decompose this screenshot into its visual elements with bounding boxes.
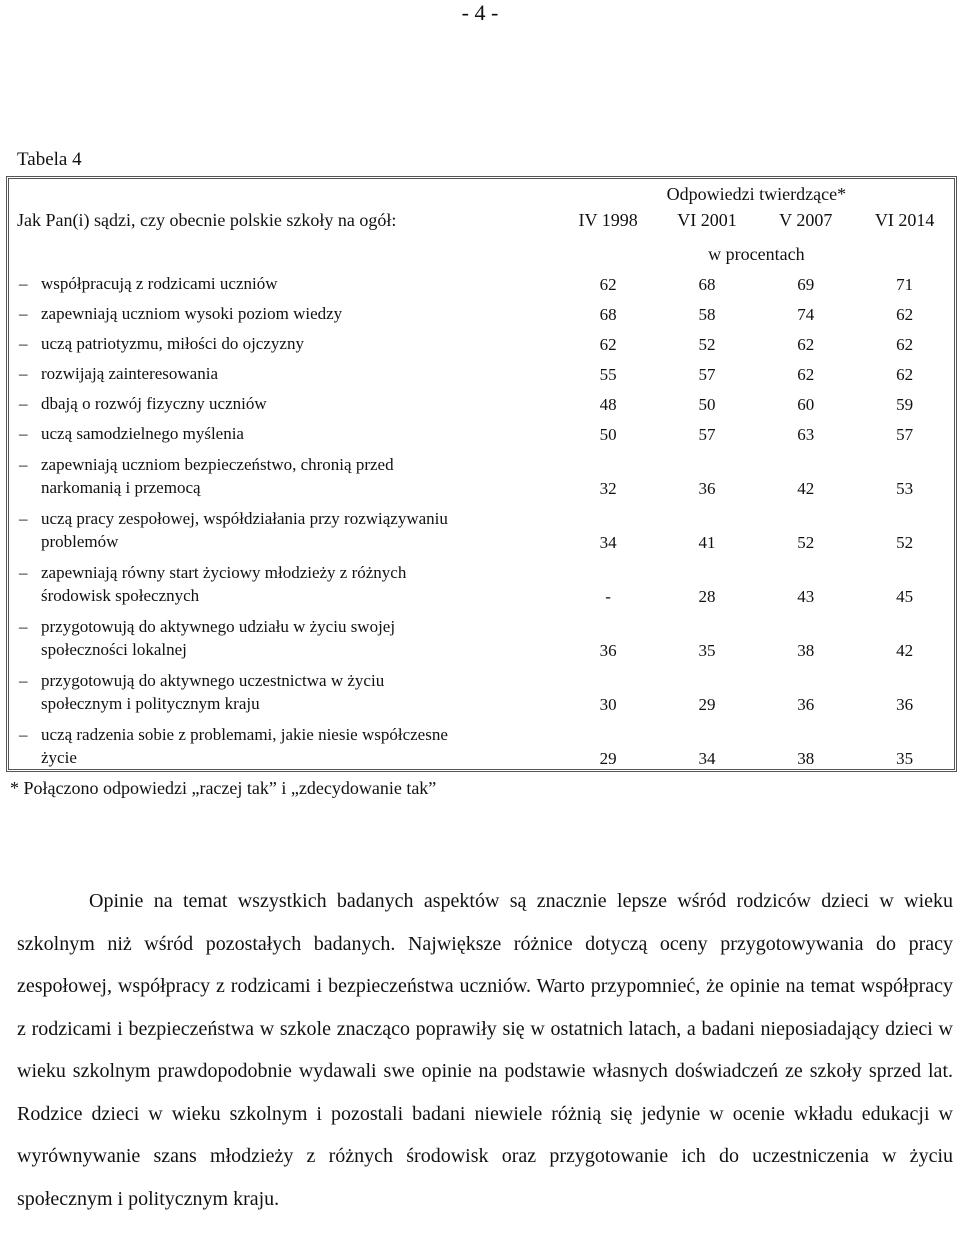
paragraph-text: Opinie na temat wszystkich badanych aspektów są znacznie lepsze wśród rodziców dzieci w wieku szkolnym niż wśród pozostałych badanych. Największe różnice dotyczą oceny przygotowywania do pracy zespołowej, współpracy z rodzicami i bezpieczeństwa uczniów. Warto przypomnieć, że opinie na temat współpracy z rodzicami i bezpieczeństwa w szkole znacząco poprawiły się w ostatnich latach, a badani nieposiadający dzieci w wieku szkolnym prawdopodobnie wydawali swe opinie na podstawie własnych doświadczeń ze szkoły sprzed lat. Rodzice dzieci w wieku szkolnym i pozostali badani niewiele różnią się jedynie w ocenie wkładu edukacji w wyrównywanie szans młodzieży z różnych środowisk oraz przygotowanie ich do uczestniczenia w życiu społecznym i politycznym kraju. <box>17 890 953 1210</box>
table-row <box>9 445 954 499</box>
table-body <box>9 265 954 769</box>
table-row <box>9 355 954 385</box>
row-label <box>9 553 559 607</box>
value-cell: 35 <box>896 749 914 768</box>
dash-marker: – <box>19 394 28 413</box>
row-label-line: zapewniają równy start życiowy młodzieży z różnych <box>41 563 407 582</box>
row-label <box>9 445 559 499</box>
dash-marker: – <box>19 617 28 636</box>
value-cell: 38 <box>797 641 815 660</box>
value-cell: 59 <box>896 395 914 414</box>
table-row <box>9 661 954 715</box>
dash-marker: – <box>19 334 28 353</box>
table-row <box>9 553 954 607</box>
page-number: - 4 - <box>461 0 499 25</box>
row-label-line: dbają o rozwój fizyczny uczniów <box>41 394 267 413</box>
table-row <box>9 715 954 769</box>
value-cell: 48 <box>599 395 617 414</box>
year-header: V 2007 <box>779 209 833 230</box>
row-label-line: zapewniają uczniom bezpieczeństwo, chronią przed <box>41 455 394 474</box>
value-cell: 50 <box>698 395 716 414</box>
survey-table <box>6 176 957 772</box>
row-label <box>9 325 559 355</box>
year-header: IV 1998 <box>578 209 638 230</box>
row-label-line: uczą radzenia sobie z problemami, jakie niesie współczesne <box>41 725 448 744</box>
value-cell: 41 <box>698 533 716 552</box>
table-row <box>9 499 954 553</box>
value-cell: 68 <box>698 275 716 294</box>
value-cell: 34 <box>698 749 716 768</box>
value-cell: 38 <box>797 749 815 768</box>
row-label-line: przygotowują do aktywnego uczestnictwa w życiu <box>41 671 385 690</box>
row-label-line: problemów <box>41 532 119 551</box>
row-label <box>9 265 559 295</box>
dash-marker: – <box>19 563 28 582</box>
row-label-line: społeczności lokalnej <box>41 640 187 659</box>
value-cell: 58 <box>698 305 716 324</box>
value-cell: 60 <box>797 395 815 414</box>
table-footnote: * Połączono odpowiedzi „raczej tak” i „zdecydowanie tak” <box>10 778 437 798</box>
value-cell: 50 <box>599 425 617 444</box>
value-cell: 36 <box>896 695 914 714</box>
dash-marker: – <box>19 304 28 323</box>
dash-marker: – <box>19 424 28 443</box>
value-cell: 52 <box>797 533 815 552</box>
value-cell: 62 <box>797 335 815 354</box>
row-label-line: przygotowują do aktywnego udziału w życiu swojej <box>41 617 396 636</box>
row-label-line: rozwijają zainteresowania <box>41 364 218 383</box>
value-cell: 57 <box>698 365 716 384</box>
value-cell: 57 <box>698 425 716 444</box>
row-label-line: życie <box>41 748 77 767</box>
dash-marker: – <box>19 274 28 293</box>
value-cell: 69 <box>797 275 815 294</box>
row-label <box>9 355 559 385</box>
row-label-line: narkomanią i przemocą <box>41 478 201 497</box>
row-label <box>9 499 559 553</box>
value-cell: 55 <box>599 365 617 384</box>
value-cell: 30 <box>599 695 617 714</box>
value-cell: 42 <box>797 479 815 498</box>
table-row <box>9 385 954 415</box>
row-label-line: uczą samodzielnego myślenia <box>41 424 244 443</box>
value-cell: 36 <box>599 641 617 660</box>
value-cell: 62 <box>797 365 815 384</box>
value-cell: 52 <box>698 335 716 354</box>
row-label-line: współpracują z rodzicami uczniów <box>41 274 278 293</box>
year-header: VI 2001 <box>677 209 737 230</box>
value-cell: 32 <box>599 479 617 498</box>
value-cell: 71 <box>896 275 914 294</box>
row-label-line: społecznym i politycznym kraju <box>41 694 260 713</box>
value-cell: 35 <box>698 641 716 660</box>
row-label-line: środowisk społecznych <box>41 586 200 605</box>
value-cell: 62 <box>599 275 617 294</box>
row-label <box>9 715 559 769</box>
table-caption: Tabela 4 <box>17 149 82 170</box>
value-cell: 62 <box>896 365 914 384</box>
row-label-line: uczą patriotyzmu, miłości do ojczyzny <box>41 334 304 353</box>
row-label <box>9 415 559 445</box>
value-cell: 62 <box>896 305 914 324</box>
value-cell: 45 <box>896 587 914 606</box>
row-label-line: zapewniają uczniom wysoki poziom wiedzy <box>41 304 343 323</box>
dash-marker: – <box>19 509 28 528</box>
table-row <box>9 415 954 445</box>
value-cell: 29 <box>599 749 617 768</box>
table-row <box>9 265 954 295</box>
unit-header: w procentach <box>708 244 805 264</box>
table-row <box>9 325 954 355</box>
value-cell: 57 <box>896 425 914 444</box>
value-cell: 62 <box>896 335 914 354</box>
dash-marker: – <box>19 725 28 744</box>
row-label <box>9 295 559 325</box>
value-cell: 36 <box>797 695 815 714</box>
value-cell: 62 <box>599 335 617 354</box>
value-cell: - <box>605 587 611 606</box>
dash-marker: – <box>19 671 28 690</box>
row-label <box>9 385 559 415</box>
value-cell: 29 <box>698 695 716 714</box>
value-cell: 43 <box>797 587 815 606</box>
value-cell: 52 <box>896 533 914 552</box>
year-header: VI 2014 <box>874 209 935 230</box>
group-header: Odpowiedzi twierdzące* <box>666 184 847 204</box>
table-row <box>9 295 954 325</box>
question-header: Jak Pan(i) sądzi, czy obecnie polskie szkoły na ogół: <box>17 210 397 230</box>
body-paragraph <box>17 880 953 1220</box>
value-cell: 34 <box>599 533 617 552</box>
value-cell: 68 <box>599 305 617 324</box>
table-row <box>9 607 954 661</box>
value-cell: 28 <box>698 587 716 606</box>
value-cell: 74 <box>797 305 815 324</box>
value-cell: 63 <box>797 425 815 444</box>
dash-marker: – <box>19 364 28 383</box>
row-label <box>9 661 559 715</box>
row-label-line: uczą pracy zespołowej, współdziałania przy rozwiązywaniu <box>41 509 448 528</box>
row-label <box>9 607 559 661</box>
value-cell: 36 <box>698 479 716 498</box>
value-cell: 53 <box>896 479 914 498</box>
dash-marker: – <box>19 455 28 474</box>
value-cell: 42 <box>896 641 914 660</box>
